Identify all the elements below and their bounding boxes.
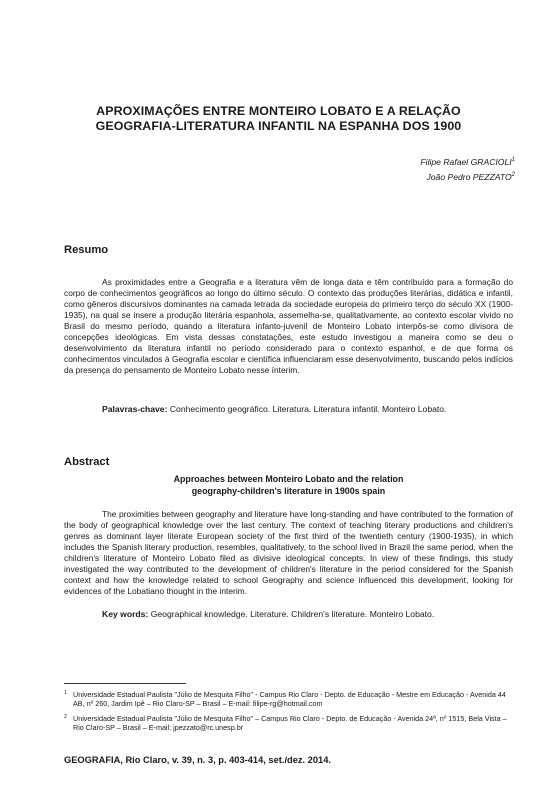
resumo-keywords: [102, 404, 522, 415]
footnote-text: Universidade Estadual Paulista "Júlio de Mesquita Filho" - Campus Rio Claro - Depto. de Educação - Mestre em Educação - Avenida 44 AB, nº 260, Jardim Ipê – Rio Claro-SP – Brasil – E-mail: filipe-rg@hotmail.com: [73, 690, 506, 709]
abstract-title-line-1: Approaches between Monteiro Lobato and the relation: [173, 474, 404, 484]
abstract-title-line-2: geography-children's literature in 1900s spain: [191, 485, 386, 496]
author-1: [420, 157, 515, 167]
footnote-mark: 2: [64, 714, 68, 720]
abstract-heading: Abstract: [64, 456, 110, 468]
abstract-keywords: [102, 609, 522, 620]
article-title-line-1: APROXIMAÇÕES ENTRE MONTEIRO LOBATO E A RELAÇÃO: [96, 104, 461, 118]
resumo-paragraph: As proximidades entre a Geografia e a literatura vêm de longa data e têm contribuído para a formação do corpo de conhecimentos geográficos ao longo do último século. O contexto das produções literárias, didática e infantil, como gêneros discursivos dominantes na camada letrada da sociedade europeia do primeiro terço do século XX (1900-1935), na qual se insere a produção literária espanhola, assemelha-se, qualitativamente, ao contexto escolar vivido no Brasil do mesmo período, quando a literatura infanto-juvenil de Monteiro Lobato interpôs-se como divisora de concepções ideológicas. Em vista dessas constatações, este estudo investigou a maneira como se deu o desenvolvimento da literatura infantil no período considerado para o contexto espanhol, e de que forma os conhecimentos vinculados à Geografia escolar e científica influenciaram esse desenvolvimento, buscando pelos indícios da presença do pensamento de Monteiro Lobato nesse ínterim.: [64, 277, 513, 375]
footnote-divider: [64, 683, 186, 684]
author-footnote-mark: 1: [511, 157, 515, 164]
abstract-body: [64, 509, 513, 597]
journal-citation: GEOGRAFIA, Rio Claro, v. 39, n. 3, p. 403-414, set./dez. 2014.: [64, 755, 331, 765]
footnote-mark: 1: [64, 690, 68, 696]
footnote-text: Universidade Estadual Paulista "Júlio de Mesquita Filho" – Campus Rio Claro - Depto. de Educação - Avenida 24ª, nº 1515, Bela Vista – Rio Claro-SP – Brasil – E-mail: jpezzato@rc.unesp.br: [73, 714, 507, 733]
resumo-body: [64, 277, 513, 376]
keywords-label: Palavras-chave:: [102, 404, 168, 414]
keywords-label: Key words:: [102, 609, 149, 619]
author-name: Filipe Rafael GRACIOLI: [420, 157, 512, 167]
keywords-text: Conhecimento geográfico. Literatura. Literatura infantil. Monteiro Lobato.: [169, 404, 447, 414]
resumo-heading: Resumo: [64, 244, 109, 256]
abstract-paragraph: The proximities between geography and literature have long-standing and have contributed to the formation of the body of geographical knowledge over the last century. The context of teaching literary productions and children's genres as dominant layer literate European society of the first third of the twentieth century (1900-1935), in which includes the Spanish literary production, resembles, qualitatively, to the school lived in Brazil the same period, when the children's literature of Monteiro Lobato filed as divisive ideological concepts. In view of these findings, this study investigated the way contributed to the development of children's literature in the period considered for the Spanish context and how the knowledge related to school Geography and science influenced this development, looking for evidences of the Lobatiano thought in the interim.: [64, 509, 513, 596]
abstract-title: [64, 474, 513, 497]
author-name: João Pedro PEZZATO: [426, 172, 512, 182]
footnote-1: [64, 690, 515, 709]
author-footnote-mark: 2: [511, 172, 515, 179]
footnote-2: [64, 714, 515, 733]
author-2: [426, 172, 515, 182]
article-title-line-2: GEOGRAFIA-LITERATURA INFANTIL NA ESPANHA DOS 1900: [95, 119, 462, 133]
article-title: [40, 104, 517, 134]
keywords-text: Geographical knowledge. Literature. Children's literature. Monteiro Lobato.: [150, 609, 435, 619]
